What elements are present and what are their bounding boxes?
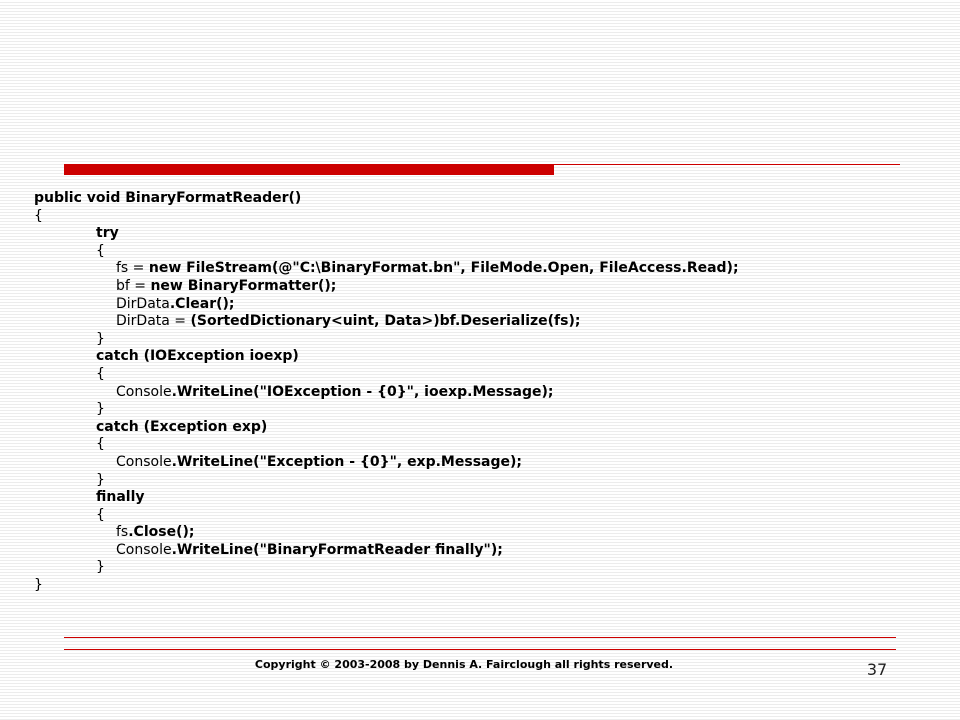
code-line: DirData.Clear(); [116, 295, 235, 312]
footer-copyright: Copyright © 2003-2008 by Dennis A. Fairclough all rights reserved. [254, 658, 674, 671]
code-line: DirData = (SortedDictionary<uint, Data>)bf.Deserialize(fs); [116, 313, 581, 330]
code-line: public void BinaryFormatReader() [34, 190, 302, 206]
code-line: try [96, 225, 119, 242]
code-line: { [96, 436, 105, 453]
code-line: { [96, 506, 105, 523]
code-line: finally [96, 489, 145, 506]
code-line: Console.WriteLine("Exception - {0}", exp.Message); [116, 453, 522, 470]
code-line: } [34, 577, 43, 594]
footer-rule-bottom [64, 649, 896, 650]
code-line: bf = new BinaryFormatter(); [116, 277, 337, 294]
code-line: Console.WriteLine("IOException - {0}", ioexp.Message); [116, 383, 554, 400]
code-line: } [96, 471, 105, 488]
code-line: { [96, 242, 105, 259]
code-line: fs = new FileStream(@"C:\BinaryFormat.bn", FileMode.Open, FileAccess.Read); [116, 260, 739, 277]
code-line: catch (Exception exp) [96, 418, 268, 435]
footer-rule-top [64, 637, 896, 638]
code-line: fs.Close(); [116, 524, 195, 541]
code-line: { [34, 207, 43, 224]
code-line: Console.WriteLine("BinaryFormatReader finally"); [116, 541, 503, 558]
title-rule-thin [554, 164, 900, 165]
code-line: catch (IOException ioexp) [96, 348, 299, 365]
slide-number: 37 [866, 660, 888, 679]
code-block [34, 190, 914, 595]
code-line: } [96, 330, 105, 347]
code-line: } [96, 559, 105, 576]
title-rule-thick [64, 164, 554, 175]
code-line: } [96, 401, 105, 418]
code-line: { [96, 365, 105, 382]
